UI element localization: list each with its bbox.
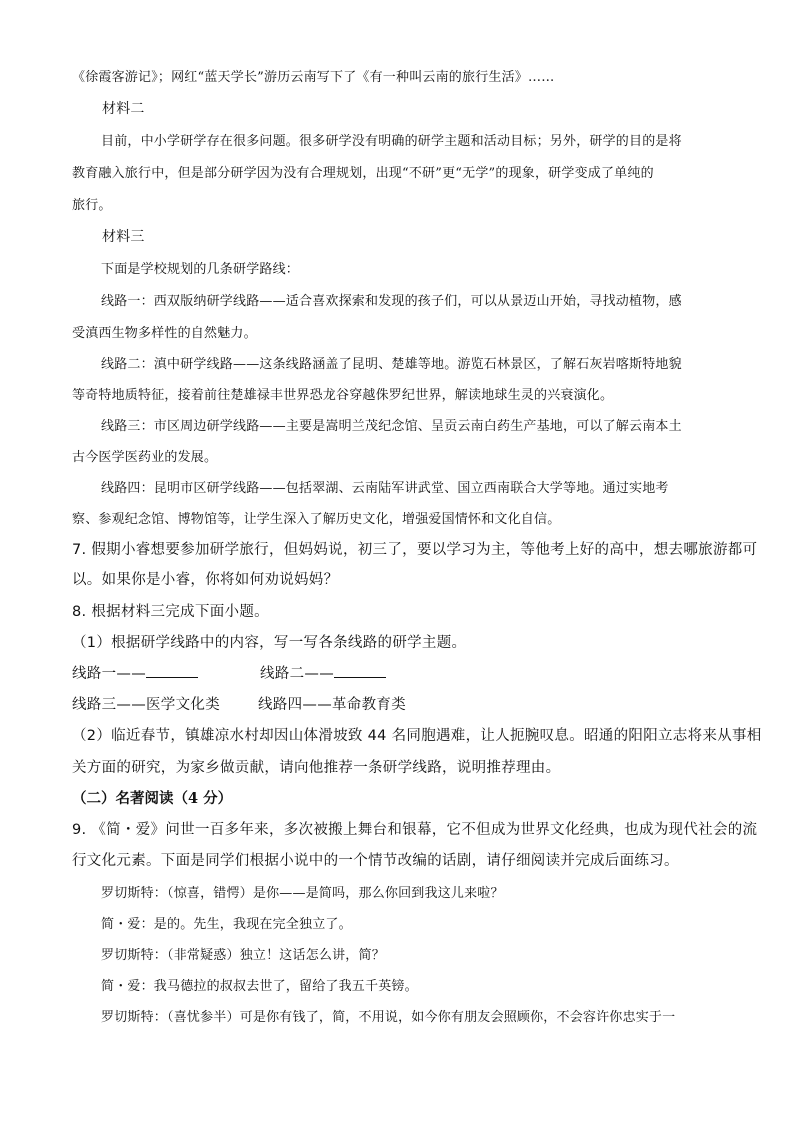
route-theme-row-1 xyxy=(72,662,386,683)
text-line: 下面是学校规划的几条研学路线： xyxy=(101,262,300,277)
route-3-line: 线路三：市区周边研学线路——主要是嵩明兰茂纪念馆、呈贡云南白药生产基地，可以了解云南本土 xyxy=(101,419,682,434)
question-8: 8. 根据材料三完成下面小题。 xyxy=(72,604,269,620)
dialogue-line: 罗切斯特：（惊喜，错愕）是你——是简吗，那么你回到我这儿来啦？ xyxy=(101,886,504,901)
dialogue-line: 罗切斯特：（非常疑惑）独立！这话怎么讲，简？ xyxy=(101,948,385,963)
text-line: 古今医学医药业的发展。 xyxy=(72,450,218,465)
sub-question-1: （1）根据研学线路中的内容，写一写各条线路的研学主题。 xyxy=(72,635,467,651)
route-4-theme: 线路四——革命教育类 xyxy=(258,697,406,713)
text-line: 察、参观纪念馆、博物馆等，让学生深入了解历史文化，增强爱国情怀和文化自信。 xyxy=(72,512,561,527)
text-line: 以。如果你是小睿，你将如何劝说妈妈？ xyxy=(72,572,339,588)
text-line: 教育融入旅行中，但是部分研学因为没有合理规划，出现“不研”更“无学”的现象，研学变成了单纯的 xyxy=(72,166,654,181)
route-1-label: 线路一—— xyxy=(72,666,146,682)
text-line: 旅行。 xyxy=(72,198,112,213)
text-line: 等奇特地质特征，接着前往楚雄禄丰世界恐龙谷穿越侏罗纪世界，解读地球生灵的兴衰演化。 xyxy=(72,388,614,403)
route-2-answer-blank[interactable] xyxy=(334,663,386,678)
section-heading-material-3: 材料三 xyxy=(102,229,145,245)
question-9: 9. 《简・爱》问世一百多年来，多次被搬上舞台和银幕，它不但成为世界文化经典，也成为现代社会的流 xyxy=(72,822,758,838)
route-1-line: 线路一：西双版纳研学线路——适合喜欢探索和发现的孩子们，可以从景迈山开始，寻找动植物，感 xyxy=(101,294,682,309)
dialogue-line: 简・爱：我马德拉的叔叔去世了，留给了我五千英镑。 xyxy=(101,979,418,994)
text-line: 目前，中小学研学存在很多问题。很多研学没有明确的研学主题和活动目标；另外，研学的目的是将 xyxy=(101,134,682,149)
text-line: 《徐霞客游记》；网红“蓝天学长”游历云南写下了《有一种叫云南的旅行生活》…… xyxy=(72,70,555,85)
route-3-theme: 线路三——医学文化类 xyxy=(72,697,220,713)
dialogue-line: 简・爱：是的。先生，我现在完全独立了。 xyxy=(101,917,352,932)
route-theme-row-2 xyxy=(72,693,406,714)
sub-question-2: （2）临近春节，镇雄凉水村却因山体滑坡致 44 名同胞遇难，让人扼腕叹息。昭通的阳阳立志将来从事相 xyxy=(72,728,762,744)
route-2-line: 线路二：滇中研学线路——这条线路涵盖了昆明、楚雄等地。游览石林景区，了解石灰岩喀斯特地貌 xyxy=(101,357,682,372)
text-line: 行文化元素。下面是同学们根据小说中的一个情节改编的话剧，请仔细阅读并完成后面练习。 xyxy=(72,853,679,869)
section-heading-material-2: 材料二 xyxy=(102,101,145,117)
question-7: 7. 假期小睿想要参加研学旅行，但妈妈说，初三了，要以学习为主，等他考上好的高中，想去哪旅游都可 xyxy=(72,542,758,558)
section-heading-classics: （二）名著阅读（4 分） xyxy=(72,790,233,807)
dialogue-line: 罗切斯特：（喜忧参半）可是你有钱了，简，不用说，如今你有朋友会照顾你，不会容许你忠实于一 xyxy=(101,1010,676,1025)
text-line: 关方面的研究，为家乡做贡献，请向他推荐一条研学线路，说明推荐理由。 xyxy=(72,760,561,776)
route-4-line: 线路四：昆明市区研学线路——包括翠湖、云南陆军讲武堂、国立西南联合大学等地。通过实地考 xyxy=(101,481,669,496)
route-2-label: 线路二—— xyxy=(260,666,334,682)
text-line: 受滇西生物多样性的自然魅力。 xyxy=(72,326,257,341)
route-1-answer-blank[interactable] xyxy=(146,663,198,678)
